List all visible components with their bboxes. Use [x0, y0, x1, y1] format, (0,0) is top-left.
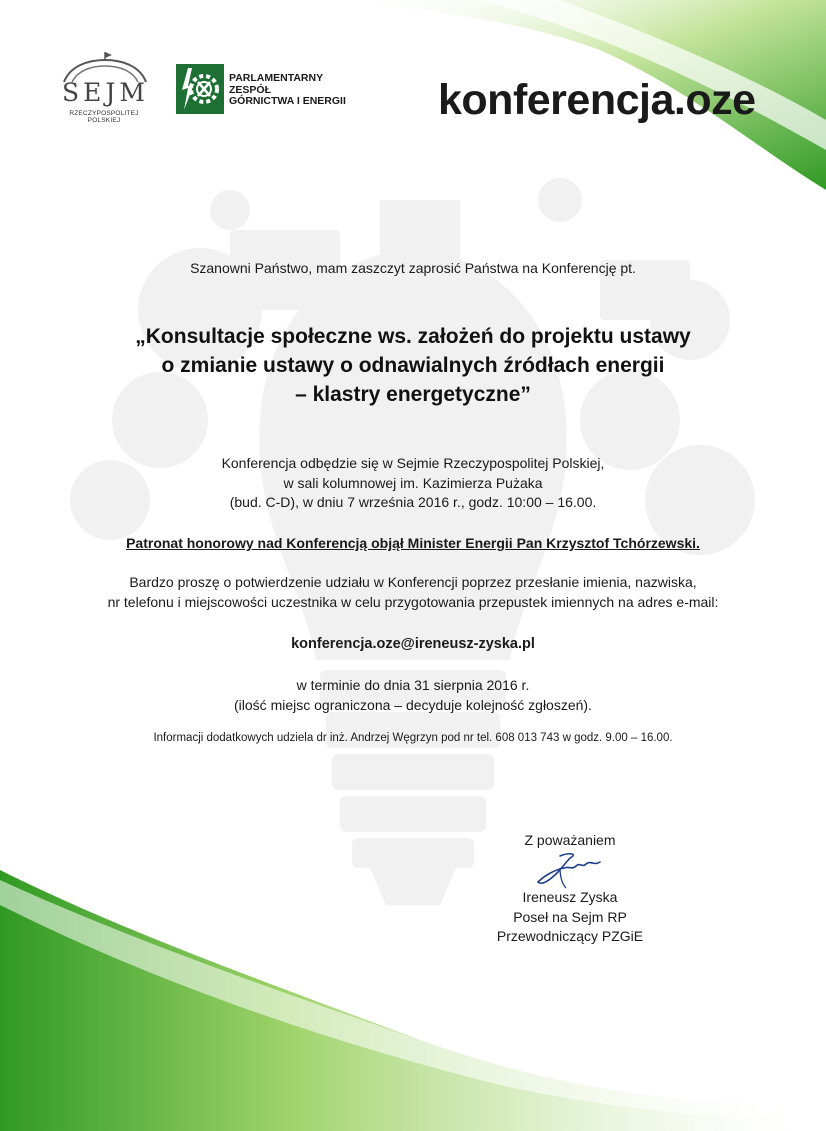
sejm-logo-subtitle: RZECZYPOSPOLITEJ POLSKIEJ	[69, 110, 139, 124]
contact-email[interactable]: konferencja.oze@ireneusz-zyska.pl	[291, 636, 535, 652]
greeting: Szanowni Państwo, mam zaszczyt zaprosić Państwa na Konferencję pt.	[190, 260, 636, 276]
signatory-role: Poseł na Sejm RP	[513, 908, 627, 925]
sejm-logo-text: SEJM	[62, 78, 149, 107]
brand-title: konferencja.oze	[438, 76, 756, 124]
confirmation-request: Bardzo proszę o potwierdzenie udziału w Konferencji poprzez przesłanie imienia, nazwiska, nr telefonu i miejscowości uczestnika w celu przygotowania przepustek imiennych na adres e-mail:	[107, 574, 719, 610]
closing-phrase: Z poważaniem	[524, 832, 616, 848]
venue-details: Konferencja odbędzie się w Sejmie Rzeczypospolitej Polskiej, w sali kolumnowej im. Kazimierza Pużaka (bud. C-D), w dniu 7 września 2016 r., godz. 10:00 – 16.00.	[221, 455, 605, 510]
pzgie-logo-icon	[176, 64, 224, 114]
patronage-note: Patronat honorowy nad Konferencją objął Minister Energii Pan Krzysztof Tchórzewski.	[126, 535, 700, 551]
pzgie-logo-text: PARLAMENTARNY ZESPÓŁ GÓRNICTWA I ENERGII	[229, 72, 346, 107]
handwritten-signature	[530, 850, 610, 890]
deadline-note: w terminie do dnia 31 sierpnia 2016 r. (ilość miejsc ograniczona – decyduje kolejność zgłoszeń).	[234, 677, 592, 713]
signatory-name: Ireneusz Zyska	[522, 889, 618, 905]
signatory-block	[470, 888, 670, 947]
additional-info: Informacji dodatkowych udziela dr inż. Andrzej Węgrzyn pod nr tel. 608 013 743 w godz. 9.00 – 16.00.	[153, 732, 673, 744]
signatory-position: Przewodniczący PZGiE	[496, 928, 644, 944]
conference-title: „Konsultacje społeczne ws. założeń do projektu ustawy o zmianie ustawy o odnawialnych źródłach energii – klastry energetyczne”	[135, 325, 691, 406]
